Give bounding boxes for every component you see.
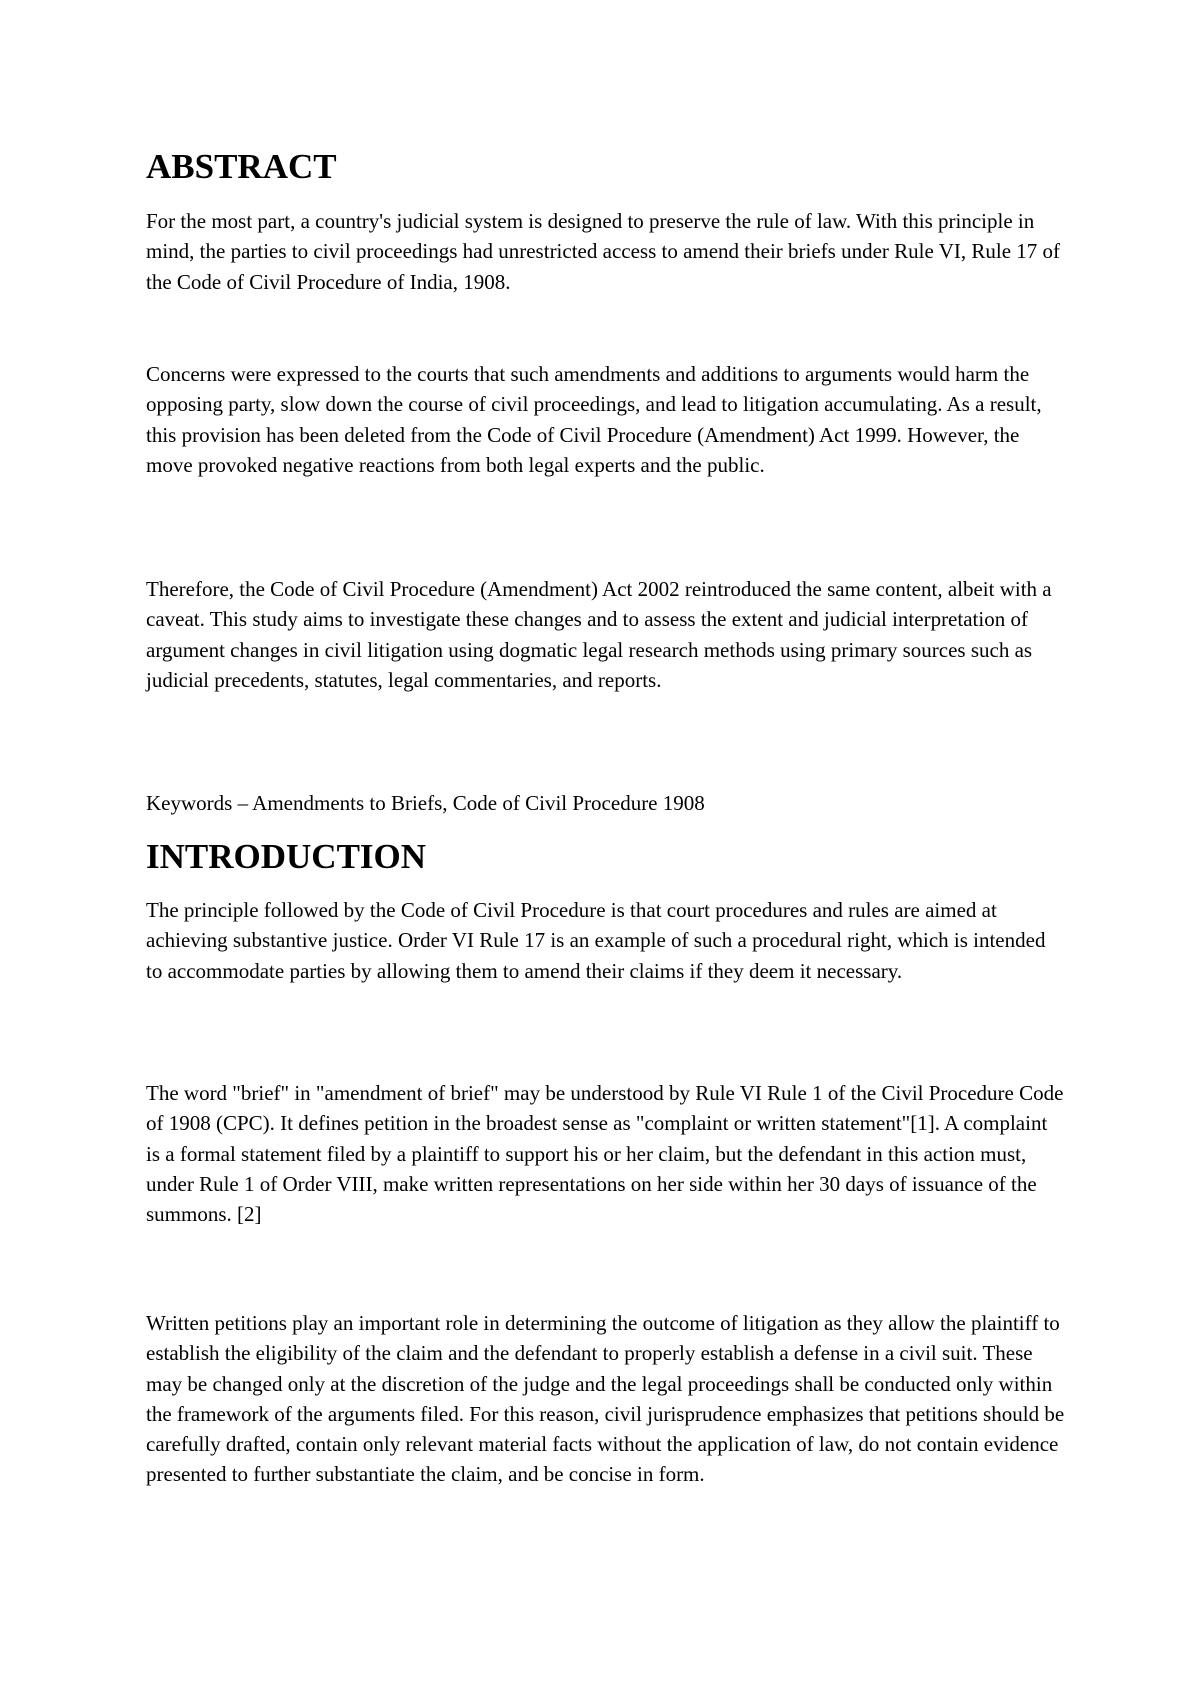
- abstract-paragraph-2: Concerns were expressed to the courts that such amendments and additions to arguments would harm the opposing party, slow down the course of civil proceedings, and lead to litigation accumulating. As a result, this provision has been deleted from the Code of Civil Procedure (Amendment) Act 1999. However, the move provoked negative reactions from both legal experts and the public.: [146, 362, 1042, 477]
- keywords-line: Keywords – Amendments to Briefs, Code of Civil Procedure 1908: [146, 791, 705, 815]
- abstract-paragraph-1: For the most part, a country's judicial system is designed to preserve the rule of law. With this principle in mind, the parties to civil proceedings had unrestricted access to amend their briefs under Rule VI, Rule 17 of the Code of Civil Procedure of India, 1908.: [146, 209, 1061, 294]
- introduction-paragraph-2: The word "brief" in "amendment of brief" may be understood by Rule VI Rule 1 of the Civil Procedure Code of 1908 (CPC). It defines petition in the broadest sense as "complaint or written statement"[1]. A complaint is a formal statement filed by a plaintiff to support his or her claim, but the defendant in this action must, under Rule 1 of Order VIII, make written representations on her side within her 30 days of issuance of the summons. [2]: [146, 1081, 1064, 1227]
- introduction-heading: INTRODUCTION: [146, 837, 427, 876]
- introduction-paragraph-3: Written petitions play an important role in determining the outcome of litigation as they allow the plaintiff to establish the eligibility of the claim and the defendant to properly establish a defense in a civil suit. These may be changed only at the discretion of the judge and the legal proceedings shall be conducted only within the framework of the arguments filed. For this reason, civil jurisprudence emphasizes that petitions should be carefully drafted, contain only relevant material facts without the application of law, do not contain evidence presented to further substantiate the claim, and be concise in form.: [146, 1311, 1065, 1487]
- abstract-paragraph-3: Therefore, the Code of Civil Procedure (Amendment) Act 2002 reintroduced the same content, albeit with a caveat. This study aims to investigate these changes and to assess the extent and judicial interpretation of argument changes in civil litigation using dogmatic legal research methods using primary sources such as judicial precedents, statutes, legal commentaries, and reports.: [146, 577, 1052, 692]
- introduction-paragraph-1: The principle followed by the Code of Civil Procedure is that court procedures and rules are aimed at achieving substantive justice. Order VI Rule 17 is an example of such a procedural right, which is intended to accommodate parties by allowing them to amend their claims if they deem it necessary.: [146, 898, 1046, 983]
- abstract-heading: ABSTRACT: [146, 147, 337, 186]
